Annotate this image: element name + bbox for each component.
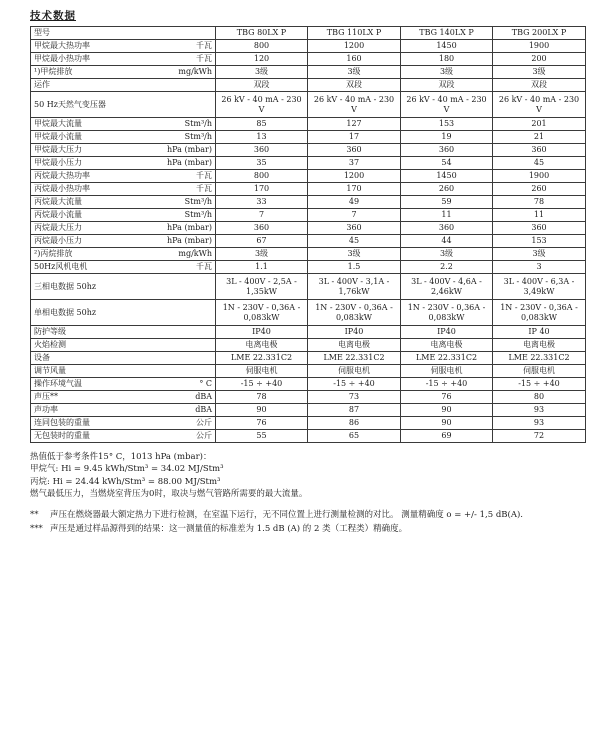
cell-value: 电离电极 — [493, 339, 586, 352]
cell-value: 19 — [401, 131, 493, 144]
table-row — [31, 79, 586, 92]
table-row — [31, 209, 586, 222]
cell-value: 26 kV - 40 mA - 230 V — [216, 92, 308, 118]
cell-value: 90 — [401, 404, 493, 417]
cell-value: 90 — [216, 404, 308, 417]
row-label-cell — [31, 209, 216, 222]
table-row — [31, 352, 586, 365]
cell-value: 170 — [308, 183, 401, 196]
footnote-marker: ** — [30, 510, 39, 521]
row-label-cell — [31, 222, 216, 235]
cell-value: 201 — [493, 118, 586, 131]
cell-value: IP40 — [216, 326, 308, 339]
cell-value: 1.1 — [216, 261, 308, 274]
cell-value: 3L - 400V - 4,6A - 2,46kW — [401, 274, 493, 300]
row-unit: 千瓦 — [196, 41, 212, 51]
reference-conditions — [30, 451, 585, 500]
cell-value: 双段 — [216, 79, 308, 92]
footnotes — [30, 509, 585, 535]
table-row — [31, 27, 586, 40]
cell-value: TBG 110LX P — [308, 27, 401, 40]
row-label-cell — [31, 131, 216, 144]
cell-value: 59 — [401, 196, 493, 209]
cell-value: 3级 — [401, 248, 493, 261]
cell-value: 伺服电机 — [308, 365, 401, 378]
table-row — [31, 222, 586, 235]
row-label-cell — [31, 378, 216, 391]
row-label: ¹)甲烷排放 — [34, 67, 73, 77]
table-row — [31, 417, 586, 430]
table-row — [31, 261, 586, 274]
cell-value: 17 — [308, 131, 401, 144]
cell-value: 260 — [493, 183, 586, 196]
cell-value: 360 — [216, 144, 308, 157]
row-unit: 千瓦 — [196, 184, 212, 194]
row-label: 丙烷最小流量 — [34, 210, 82, 220]
table-row — [31, 53, 586, 66]
cell-value: 93 — [493, 417, 586, 430]
row-label-cell — [31, 183, 216, 196]
table-row — [31, 404, 586, 417]
cell-value: 54 — [401, 157, 493, 170]
cell-value: 1N - 230V - 0,36A - 0,083kW — [493, 300, 586, 326]
cell-value: 伺服电机 — [401, 365, 493, 378]
cell-value: 3级 — [493, 66, 586, 79]
cell-value: 3L - 400V - 6,3A - 3,49kW — [493, 274, 586, 300]
cell-value: 双段 — [493, 79, 586, 92]
row-label-cell — [31, 53, 216, 66]
cell-value: 800 — [216, 170, 308, 183]
cell-value: 45 — [493, 157, 586, 170]
table-row — [31, 365, 586, 378]
footnote-marker: *** — [30, 523, 43, 534]
cell-value: 3级 — [308, 248, 401, 261]
row-label-cell — [31, 27, 216, 40]
cell-value: 170 — [216, 183, 308, 196]
row-label: 声功率 — [34, 405, 58, 415]
cell-value: 127 — [308, 118, 401, 131]
cell-value: LME 22.331C2 — [308, 352, 401, 365]
cell-value: 1200 — [308, 40, 401, 53]
note-line: 燃气最低压力，当燃烧室背压为0时，取决与燃气管路所需要的最大流量。 — [30, 488, 308, 499]
row-label-cell — [31, 170, 216, 183]
row-unit: dBA — [195, 405, 212, 415]
cell-value: 260 — [401, 183, 493, 196]
row-label-cell — [31, 365, 216, 378]
cell-value: 21 — [493, 131, 586, 144]
cell-value: 1N - 230V - 0,36A - 0,083kW — [216, 300, 308, 326]
cell-value: 87 — [308, 404, 401, 417]
cell-value: 360 — [401, 222, 493, 235]
cell-value: 800 — [216, 40, 308, 53]
table-row — [31, 326, 586, 339]
cell-value: 55 — [216, 430, 308, 443]
cell-value: 35 — [216, 157, 308, 170]
cell-value: IP 40 — [493, 326, 586, 339]
row-label: 火焰检测 — [34, 340, 66, 350]
cell-value: 双段 — [401, 79, 493, 92]
row-unit: hPa (mbar) — [166, 223, 212, 233]
cell-value: 360 — [401, 144, 493, 157]
row-label-cell — [31, 261, 216, 274]
table-row — [31, 391, 586, 404]
table-row — [31, 196, 586, 209]
table-row — [31, 339, 586, 352]
cell-value: 360 — [308, 144, 401, 157]
table-row — [31, 144, 586, 157]
row-label: 丙烷最小热功率 — [34, 184, 90, 194]
row-label: 运作 — [34, 80, 50, 90]
cell-value: 78 — [493, 196, 586, 209]
footnote — [30, 509, 585, 521]
table-row — [31, 235, 586, 248]
row-unit: Stm³/h — [184, 119, 212, 129]
cell-value: 1900 — [493, 170, 586, 183]
row-label: 丙烷最小压力 — [34, 236, 82, 246]
row-label-cell — [31, 144, 216, 157]
cell-value: 80 — [493, 391, 586, 404]
cell-value: 3 — [493, 261, 586, 274]
cell-value: 3级 — [401, 66, 493, 79]
cell-value: 86 — [308, 417, 401, 430]
table-row — [31, 248, 586, 261]
cell-value: 13 — [216, 131, 308, 144]
cell-value: 200 — [493, 53, 586, 66]
row-label-cell — [31, 326, 216, 339]
cell-value: 1N - 230V - 0,36A - 0,083kW — [308, 300, 401, 326]
row-unit: 千瓦 — [196, 171, 212, 181]
table-row — [31, 66, 586, 79]
row-unit: hPa (mbar) — [166, 158, 212, 168]
row-label: 50Hz风机电机 — [34, 262, 88, 272]
cell-value: 伺服电机 — [493, 365, 586, 378]
row-label: 调节风量 — [34, 366, 66, 376]
cell-value: 1200 — [308, 170, 401, 183]
row-label-cell — [31, 196, 216, 209]
row-label-cell — [31, 300, 216, 326]
cell-value: 33 — [216, 196, 308, 209]
cell-value: 153 — [401, 118, 493, 131]
row-unit: 千瓦 — [196, 262, 212, 272]
table-row — [31, 430, 586, 443]
row-label: 丙烷最大压力 — [34, 223, 82, 233]
table-row — [31, 170, 586, 183]
cell-value: 1N - 230V - 0,36A - 0,083kW — [401, 300, 493, 326]
row-unit: Stm³/h — [184, 197, 212, 207]
cell-value: 3级 — [216, 66, 308, 79]
cell-value: -15 ÷ +40 — [493, 378, 586, 391]
row-label: 防护等级 — [34, 327, 66, 337]
cell-value: 65 — [308, 430, 401, 443]
row-label: 甲烷最大流量 — [34, 119, 82, 129]
table-row — [31, 274, 586, 300]
row-label: 声压** — [34, 392, 58, 402]
row-label-cell — [31, 118, 216, 131]
row-label-cell — [31, 339, 216, 352]
row-label-cell — [31, 430, 216, 443]
row-unit: 公斤 — [196, 418, 212, 428]
tech-data-table-body — [31, 27, 586, 443]
cell-value: 1.5 — [308, 261, 401, 274]
cell-value: 电离电极 — [308, 339, 401, 352]
row-label-cell — [31, 391, 216, 404]
cell-value: 3级 — [308, 66, 401, 79]
cell-value: 153 — [493, 235, 586, 248]
row-label-cell — [31, 235, 216, 248]
cell-value: TBG 80LX P — [216, 27, 308, 40]
row-label-cell — [31, 66, 216, 79]
row-label-cell — [31, 404, 216, 417]
row-unit: ° C — [199, 379, 212, 389]
cell-value: LME 22.331C2 — [216, 352, 308, 365]
table-row — [31, 157, 586, 170]
row-label: 甲烷最大热功率 — [34, 41, 90, 51]
table-row — [31, 118, 586, 131]
cell-value: LME 22.331C2 — [493, 352, 586, 365]
cell-value: 电离电极 — [401, 339, 493, 352]
cell-value: 360 — [308, 222, 401, 235]
cell-value: IP40 — [308, 326, 401, 339]
cell-value: -15 ÷ +40 — [401, 378, 493, 391]
row-label: 甲烷最大压力 — [34, 145, 82, 155]
row-label: 型号 — [34, 28, 50, 38]
cell-value: 73 — [308, 391, 401, 404]
table-row — [31, 40, 586, 53]
row-unit: dBA — [195, 392, 212, 402]
row-label: 三相电数据 50hz — [34, 281, 97, 291]
footnote-text: 声压在燃烧器最大额定热力下进行检测，在室温下运行，无不同位置上进行测量检测的对比。 测量精确度 o = +/- 1,5 dB(A). — [50, 510, 523, 521]
row-label-cell — [31, 352, 216, 365]
row-label: 丙烷最大流量 — [34, 197, 82, 207]
row-label: 无包装时的重量 — [34, 431, 90, 441]
cell-value: 49 — [308, 196, 401, 209]
table-row — [31, 300, 586, 326]
row-unit: Stm³/h — [184, 210, 212, 220]
cell-value: 78 — [216, 391, 308, 404]
cell-value: 伺服电机 — [216, 365, 308, 378]
cell-value: 69 — [401, 430, 493, 443]
row-label: 甲烷最小压力 — [34, 158, 82, 168]
cell-value: 3级 — [493, 248, 586, 261]
row-unit: hPa (mbar) — [166, 236, 212, 246]
cell-value: 90 — [401, 417, 493, 430]
cell-value: 160 — [308, 53, 401, 66]
cell-value: 1450 — [401, 170, 493, 183]
row-unit: 千瓦 — [196, 54, 212, 64]
table-row — [31, 183, 586, 196]
note-line: 丙烷: Hi = 24.44 kWh/Stm³ = 88.00 MJ/Stm³ — [30, 476, 221, 487]
page-title: 技术数据 — [30, 10, 76, 22]
cell-value: -15 ÷ +40 — [308, 378, 401, 391]
row-label-cell — [31, 248, 216, 261]
cell-value: 72 — [493, 430, 586, 443]
row-label-cell — [31, 40, 216, 53]
cell-value: 360 — [493, 144, 586, 157]
cell-value: 11 — [401, 209, 493, 222]
footnote-text: 声压是通过样品源得到的结果：这一测量值的标准差为 1.5 dB (A) 的 2 类（工程类）精确度。 — [50, 523, 408, 534]
row-unit: 公斤 — [196, 431, 212, 441]
note-line: 热值低于参考条件15° C，1013 hPa (mbar)： — [30, 452, 212, 462]
cell-value: 67 — [216, 235, 308, 248]
cell-value: 360 — [493, 222, 586, 235]
cell-value: 3级 — [216, 248, 308, 261]
footnote — [30, 523, 585, 535]
cell-value: 76 — [401, 391, 493, 404]
cell-value: 44 — [401, 235, 493, 248]
cell-value: 120 — [216, 53, 308, 66]
row-label: 连同包装的重量 — [34, 418, 90, 428]
cell-value: IP40 — [401, 326, 493, 339]
table-row — [31, 92, 586, 118]
cell-value: TBG 200LX P — [493, 27, 586, 40]
cell-value: 93 — [493, 404, 586, 417]
row-label: 甲烷最小流量 — [34, 132, 82, 142]
row-label: 丙烷最大热功率 — [34, 171, 90, 181]
row-label: 甲烷最小热功率 — [34, 54, 90, 64]
cell-value: TBG 140LX P — [401, 27, 493, 40]
row-label-cell — [31, 79, 216, 92]
row-label-cell — [31, 92, 216, 118]
row-unit: Stm³/h — [184, 132, 212, 142]
cell-value: 26 kV - 40 mA - 230 V — [308, 92, 401, 118]
row-label: 50 Hz天然气变压器 — [34, 99, 106, 109]
cell-value: 双段 — [308, 79, 401, 92]
note-line: 甲烷气: Hi = 9.45 kWh/Stm³ = 34.02 MJ/Stm³ — [30, 464, 224, 475]
row-label: ²)丙烷排放 — [34, 249, 73, 259]
row-label-cell — [31, 417, 216, 430]
table-row — [31, 131, 586, 144]
cell-value: 电离电极 — [216, 339, 308, 352]
cell-value: -15 ÷ +40 — [216, 378, 308, 391]
cell-value: LME 22.331C2 — [401, 352, 493, 365]
cell-value: 3L - 400V - 2,5A - 1,35kW — [216, 274, 308, 300]
cell-value: 11 — [493, 209, 586, 222]
row-label: 设备 — [34, 353, 50, 363]
cell-value: 3L - 400V - 3,1A - 1,76kW — [308, 274, 401, 300]
row-unit: hPa (mbar) — [166, 145, 212, 155]
row-label: 操作环境气温 — [34, 379, 82, 389]
cell-value: 2.2 — [401, 261, 493, 274]
row-unit: mg/kWh — [178, 249, 212, 259]
row-label: 单相电数据 50hz — [34, 307, 97, 317]
cell-value: 1450 — [401, 40, 493, 53]
cell-value: 45 — [308, 235, 401, 248]
cell-value: 26 kV - 40 mA - 230 V — [401, 92, 493, 118]
cell-value: 7 — [308, 209, 401, 222]
notes-section — [30, 451, 585, 535]
tech-data-table — [30, 26, 586, 443]
row-label-cell — [31, 157, 216, 170]
cell-value: 180 — [401, 53, 493, 66]
row-label-cell — [31, 274, 216, 300]
cell-value: 37 — [308, 157, 401, 170]
cell-value: 360 — [216, 222, 308, 235]
row-unit: mg/kWh — [178, 67, 212, 77]
table-row — [31, 378, 586, 391]
cell-value: 26 kV - 40 mA - 230 V — [493, 92, 586, 118]
cell-value: 76 — [216, 417, 308, 430]
cell-value: 85 — [216, 118, 308, 131]
cell-value: 1900 — [493, 40, 586, 53]
cell-value: 7 — [216, 209, 308, 222]
